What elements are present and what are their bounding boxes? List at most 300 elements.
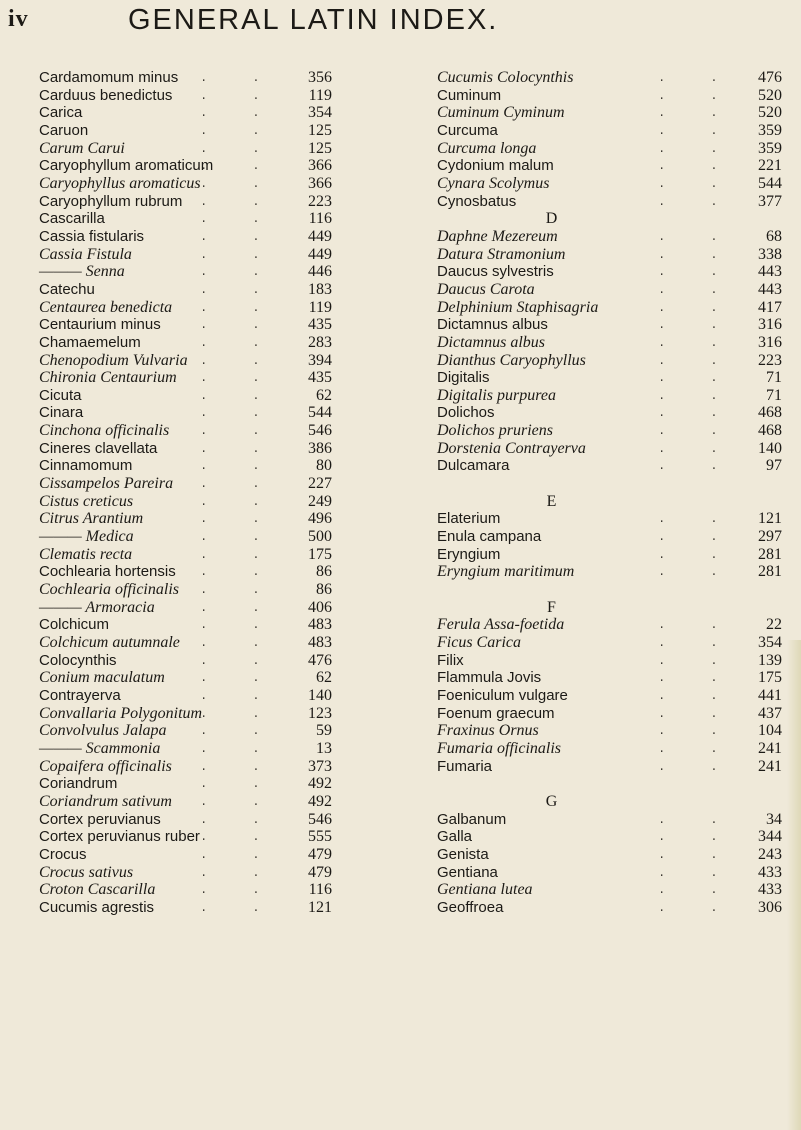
index-entry xyxy=(39,581,384,599)
index-entry xyxy=(437,546,786,564)
leader-dots: . . xyxy=(201,264,280,280)
leader-dots: . . xyxy=(201,299,280,315)
index-entry xyxy=(437,864,786,882)
entry-page-number: 437 xyxy=(758,704,782,722)
entry-page-number: 359 xyxy=(758,121,782,139)
entry-page-number: 555 xyxy=(308,828,332,846)
index-entry xyxy=(437,740,786,758)
entry-name: Cistus creticus xyxy=(39,492,134,510)
index-entry xyxy=(437,193,786,211)
index-entry xyxy=(39,510,384,528)
entry-page-number: 394 xyxy=(308,351,332,369)
index-entry xyxy=(437,669,786,687)
entry-page-number: 121 xyxy=(758,510,782,528)
entry-name: Flammula Jovis xyxy=(437,669,542,687)
entry-page-number: 446 xyxy=(308,263,332,281)
entry-page-number: 241 xyxy=(758,757,782,775)
blank-row xyxy=(437,775,786,793)
leader-dots: . . xyxy=(201,846,280,862)
entry-page-number: 338 xyxy=(758,245,782,263)
index-column-left xyxy=(39,69,384,917)
index-entry xyxy=(437,811,786,829)
index-entry xyxy=(39,87,384,105)
index-entry xyxy=(437,104,786,122)
entry-name: Filix xyxy=(437,651,464,669)
entry-name: Cissampelos Pareira xyxy=(39,475,174,493)
leader-dots: . . xyxy=(201,617,280,633)
entry-page-number: 373 xyxy=(308,757,332,775)
leader-dots: . . xyxy=(659,105,738,121)
leader-dots: . . xyxy=(201,546,280,562)
entry-page-number: 377 xyxy=(758,192,782,210)
leader-dots: . . xyxy=(659,829,738,845)
index-entry xyxy=(437,722,786,740)
entry-name: Dorstenia Contrayerva xyxy=(437,439,586,457)
leader-dots: . . xyxy=(659,228,738,244)
entry-name: Caryophyllus aromaticus xyxy=(39,174,201,192)
index-column-right xyxy=(437,69,786,917)
index-entry xyxy=(39,334,384,352)
leader-dots: . . xyxy=(659,635,738,650)
entry-page-number: 183 xyxy=(308,280,332,298)
entry-name: Convallaria Polygonitum xyxy=(39,704,203,722)
entry-page-number: 435 xyxy=(308,369,332,387)
entry-name: Conium maculatum xyxy=(39,669,165,687)
leader-dots: . . xyxy=(201,476,280,492)
entry-name: Cicuta xyxy=(39,386,82,404)
leader-dots: . . xyxy=(659,405,738,421)
entry-name: Delphinium Staphisagria xyxy=(437,298,599,316)
section-letter-row xyxy=(437,599,786,617)
entry-page-number: 435 xyxy=(308,316,332,334)
entry-name: Colchicum xyxy=(39,616,110,634)
index-entry xyxy=(437,687,786,705)
leader-dots: . . xyxy=(201,776,280,792)
entry-page-number: 406 xyxy=(308,598,332,616)
index-entry xyxy=(39,722,384,740)
entry-page-number: 479 xyxy=(308,845,332,863)
index-entry xyxy=(39,775,384,793)
leader-dots: . . xyxy=(201,864,280,880)
entry-page-number: 449 xyxy=(308,245,332,263)
entry-name: Ferula Assa-foetida xyxy=(437,616,565,634)
index-entry xyxy=(39,864,384,882)
leader-dots: . . xyxy=(201,370,280,386)
entry-name: Genista xyxy=(437,845,489,863)
entry-page-number: 119 xyxy=(308,298,332,316)
entry-page-number: 468 xyxy=(758,404,782,422)
section-letter: D xyxy=(545,210,558,228)
index-entry xyxy=(437,140,786,158)
entry-name: Eryngium xyxy=(437,545,501,563)
entry-page-number: 496 xyxy=(308,510,332,528)
leader-dots: . . xyxy=(201,511,280,527)
index-entry xyxy=(39,440,384,458)
leader-dots: . . xyxy=(659,140,738,156)
section-letter-row xyxy=(437,210,786,228)
entry-page-number: 492 xyxy=(308,775,332,793)
entry-name: Galla xyxy=(437,828,473,846)
section-letter-row xyxy=(437,793,786,811)
entry-name: Colchicum autumnale xyxy=(39,634,180,651)
blank-row xyxy=(437,581,786,599)
leader-dots: . . xyxy=(201,635,280,650)
entry-page-number: 227 xyxy=(308,475,332,493)
entry-name: Coriandrum xyxy=(39,775,118,793)
leader-dots: . . xyxy=(201,387,280,403)
leader-dots: . . xyxy=(659,264,738,280)
leader-dots: . . xyxy=(201,158,280,174)
index-entry xyxy=(39,157,384,175)
leader-dots: . . xyxy=(659,70,738,85)
index-entry xyxy=(437,758,786,776)
leader-dots: . . xyxy=(201,829,280,845)
leader-dots: . . xyxy=(659,705,738,721)
index-entry xyxy=(39,528,384,546)
blank-row xyxy=(437,475,786,493)
entry-page-number: 479 xyxy=(308,863,332,881)
index-entry xyxy=(437,510,786,528)
entry-page-number: 354 xyxy=(308,104,332,122)
entry-name: Digitalis xyxy=(437,369,490,387)
entry-name: Cucumis agrestis xyxy=(39,898,155,916)
index-entry xyxy=(437,563,786,581)
entry-name: Cassia fistularis xyxy=(39,227,145,245)
entry-name: Caryophyllum aromaticum xyxy=(39,157,214,175)
entry-name: Eryngium maritimum xyxy=(437,563,575,581)
leader-dots: . . xyxy=(201,246,280,262)
entry-name: Centaurea benedicta xyxy=(39,298,173,316)
entry-name: Convolvulus Jalapa xyxy=(39,722,167,740)
entry-page-number: 86 xyxy=(316,581,332,599)
entry-name: ——— Scammonia xyxy=(39,739,161,757)
entry-page-number: 281 xyxy=(758,545,782,563)
leader-dots: . . xyxy=(659,122,738,138)
entry-name: Cortex peruvianus xyxy=(39,810,161,828)
leader-dots: . . xyxy=(201,87,280,103)
leader-dots: . . xyxy=(201,440,280,456)
index-entry xyxy=(39,828,384,846)
index-entry xyxy=(437,387,786,405)
page-title: GENERAL LATIN INDEX. xyxy=(128,4,499,36)
entry-name: Cinara xyxy=(39,404,84,422)
entry-name: Cortex peruvianus ruber xyxy=(39,828,200,846)
leader-dots: . . xyxy=(659,846,738,862)
index-entry xyxy=(39,299,384,317)
index-entry xyxy=(39,846,384,864)
leader-dots: . . xyxy=(201,705,280,721)
leader-dots: . . xyxy=(201,811,280,827)
entry-page-number: 121 xyxy=(308,898,332,916)
leader-dots: . . xyxy=(201,334,280,350)
entry-page-number: 386 xyxy=(308,439,332,457)
entry-page-number: 316 xyxy=(758,333,782,351)
index-entry xyxy=(39,263,384,281)
entry-name: Carduus benedictus xyxy=(39,86,173,104)
entry-name: Chironia Centaurium xyxy=(39,369,177,387)
entry-name: Caryophyllum rubrum xyxy=(39,192,183,210)
leader-dots: . . xyxy=(201,758,280,774)
index-entry xyxy=(437,828,786,846)
index-entry xyxy=(437,705,786,723)
entry-page-number: 119 xyxy=(308,86,332,104)
leader-dots: . . xyxy=(201,793,280,809)
entry-page-number: 359 xyxy=(758,139,782,157)
entry-page-number: 520 xyxy=(758,104,782,122)
leader-dots: . . xyxy=(201,228,280,244)
index-entry xyxy=(437,87,786,105)
index-entry xyxy=(39,387,384,405)
leader-dots: . . xyxy=(201,723,280,739)
entry-page-number: 116 xyxy=(308,210,332,228)
entry-page-number: 175 xyxy=(758,669,782,687)
entry-name: Cuminum Cyminum xyxy=(437,104,565,122)
index-entry xyxy=(39,740,384,758)
entry-name: Gentiana lutea xyxy=(437,881,533,899)
leader-dots: . . xyxy=(659,175,738,191)
entry-name: Cucumis Colocynthis xyxy=(437,69,574,86)
entry-page-number: 297 xyxy=(758,528,782,546)
page-header xyxy=(0,0,801,48)
entry-name: Foenum graecum xyxy=(437,704,555,722)
entry-name: Foeniculum vulgare xyxy=(437,686,568,704)
entry-page-number: 62 xyxy=(316,669,332,687)
entry-name: Curcuma longa xyxy=(437,139,537,157)
leader-dots: . . xyxy=(659,158,738,174)
leader-dots: . . xyxy=(659,317,738,333)
leader-dots: . . xyxy=(201,599,280,615)
index-entry xyxy=(39,352,384,370)
entry-page-number: 483 xyxy=(308,634,332,651)
leader-dots: . . xyxy=(659,564,738,580)
leader-dots: . . xyxy=(659,529,738,545)
index-entry xyxy=(39,422,384,440)
entry-page-number: 544 xyxy=(308,404,332,422)
entry-name: Cassia Fistula xyxy=(39,245,132,263)
entry-page-number: 22 xyxy=(766,616,782,634)
entry-name: Cineres clavellata xyxy=(39,439,158,457)
entry-page-number: 62 xyxy=(316,386,332,404)
entry-page-number: 476 xyxy=(758,69,782,86)
index-entry xyxy=(39,69,384,87)
index-entry xyxy=(437,175,786,193)
index-entry xyxy=(437,899,786,917)
entry-page-number: 441 xyxy=(758,686,782,704)
entry-name: Ficus Carica xyxy=(437,634,521,651)
entry-name: Cochlearia hortensis xyxy=(39,563,176,581)
entry-name: Dolichos xyxy=(437,404,495,422)
entry-name: Carica xyxy=(39,104,83,122)
entry-name: Fumaria xyxy=(437,757,493,775)
index-entry xyxy=(437,440,786,458)
entry-name: Gentiana xyxy=(437,863,498,881)
leader-dots: . . xyxy=(201,317,280,333)
index-entry xyxy=(39,369,384,387)
entry-name: Dolichos pruriens xyxy=(437,422,553,440)
index-entry xyxy=(437,422,786,440)
entry-page-number: 71 xyxy=(766,369,782,387)
leader-dots: . . xyxy=(659,193,738,209)
leader-dots: . . xyxy=(201,140,280,156)
entry-page-number: 483 xyxy=(308,616,332,634)
index-entry xyxy=(437,69,786,87)
index-entry xyxy=(437,616,786,634)
index-entry xyxy=(39,758,384,776)
leader-dots: . . xyxy=(201,105,280,121)
entry-page-number: 283 xyxy=(308,333,332,351)
entry-page-number: 140 xyxy=(758,439,782,457)
index-entry xyxy=(39,493,384,511)
entry-page-number: 59 xyxy=(316,722,332,740)
section-letter: G xyxy=(545,792,558,810)
entry-name: Centaurium minus xyxy=(39,316,161,334)
index-entry xyxy=(437,352,786,370)
leader-dots: . . xyxy=(201,211,280,227)
leader-dots: . . xyxy=(201,193,280,209)
index-entry xyxy=(39,563,384,581)
entry-page-number: 241 xyxy=(758,739,782,757)
entry-page-number: 34 xyxy=(766,810,782,828)
leader-dots: . . xyxy=(659,687,738,703)
entry-page-number: 544 xyxy=(758,174,782,192)
index-entry xyxy=(437,228,786,246)
index-entry xyxy=(39,616,384,634)
entry-page-number: 433 xyxy=(758,881,782,899)
entry-name: ——— Armoracia xyxy=(39,598,155,616)
entry-page-number: 125 xyxy=(308,139,332,157)
index-entry xyxy=(437,528,786,546)
leader-dots: . . xyxy=(659,334,738,350)
entry-name: Geoffroea xyxy=(437,898,504,916)
entry-name: Croton Cascarilla xyxy=(39,881,156,899)
leader-dots: . . xyxy=(201,493,280,509)
entry-name: Daucus Carota xyxy=(437,280,535,298)
entry-page-number: 356 xyxy=(308,69,332,86)
index-entry xyxy=(39,246,384,264)
leader-dots: . . xyxy=(201,281,280,297)
entry-name: Contrayerva xyxy=(39,686,121,704)
leader-dots: . . xyxy=(201,670,280,686)
leader-dots: . . xyxy=(201,352,280,368)
page-edge-stain xyxy=(787,640,801,1130)
index-entry xyxy=(39,210,384,228)
entry-name: Cochlearia officinalis xyxy=(39,581,179,599)
leader-dots: . . xyxy=(659,87,738,103)
entry-page-number: 492 xyxy=(308,792,332,810)
entry-page-number: 116 xyxy=(308,881,332,899)
entry-name: Cardamomum minus xyxy=(39,69,179,86)
entry-page-number: 104 xyxy=(758,722,782,740)
entry-page-number: 139 xyxy=(758,651,782,669)
entry-name: Elaterium xyxy=(437,510,501,528)
entry-page-number: 366 xyxy=(308,157,332,175)
entry-page-number: 71 xyxy=(766,386,782,404)
entry-name: Digitalis purpurea xyxy=(437,386,556,404)
leader-dots: . . xyxy=(659,281,738,297)
leader-dots: . . xyxy=(201,529,280,545)
index-entry xyxy=(39,175,384,193)
index-entry xyxy=(437,316,786,334)
entry-name: Enula campana xyxy=(437,528,542,546)
leader-dots: . . xyxy=(659,458,738,474)
entry-page-number: 468 xyxy=(758,422,782,440)
index-entry xyxy=(437,457,786,475)
entry-page-number: 316 xyxy=(758,316,782,334)
leader-dots: . . xyxy=(659,352,738,368)
entry-name: Cuminum xyxy=(437,86,502,104)
leader-dots: . . xyxy=(659,723,738,739)
leader-dots: . . xyxy=(659,617,738,633)
entry-name: Cinnamomum xyxy=(39,457,133,475)
entry-page-number: 344 xyxy=(758,828,782,846)
entry-name: Crocus xyxy=(39,845,87,863)
index-entry xyxy=(437,157,786,175)
index-entry xyxy=(437,122,786,140)
entry-name: Chamaemelum xyxy=(39,333,141,351)
entry-name: ——— Medica xyxy=(39,528,134,546)
leader-dots: . . xyxy=(659,740,738,756)
leader-dots: . . xyxy=(201,582,280,598)
section-letter: F xyxy=(547,598,556,616)
index-entry xyxy=(39,687,384,705)
entry-page-number: 546 xyxy=(308,422,332,440)
index-entry xyxy=(39,122,384,140)
entry-page-number: 433 xyxy=(758,863,782,881)
index-entry xyxy=(437,246,786,264)
entry-page-number: 13 xyxy=(316,739,332,757)
entry-page-number: 354 xyxy=(758,634,782,651)
index-entry xyxy=(437,281,786,299)
index-entry xyxy=(39,140,384,158)
entry-page-number: 443 xyxy=(758,280,782,298)
leader-dots: . . xyxy=(659,370,738,386)
leader-dots: . . xyxy=(659,811,738,827)
leader-dots: . . xyxy=(201,405,280,421)
leader-dots: . . xyxy=(201,70,280,85)
entry-page-number: 123 xyxy=(308,704,332,722)
entry-page-number: 306 xyxy=(758,898,782,916)
entry-page-number: 86 xyxy=(316,563,332,581)
leader-dots: . . xyxy=(659,652,738,668)
index-entry xyxy=(437,634,786,652)
index-entry xyxy=(437,881,786,899)
entry-page-number: 249 xyxy=(308,492,332,510)
entry-page-number: 68 xyxy=(766,227,782,245)
entry-name: Galbanum xyxy=(437,810,507,828)
entry-name: Cynosbatus xyxy=(437,192,517,210)
index-entry xyxy=(39,404,384,422)
entry-name: ——— Senna xyxy=(39,263,125,281)
entry-page-number: 281 xyxy=(758,563,782,581)
entry-name: Fumaria officinalis xyxy=(437,739,561,757)
entry-name: Clematis recta xyxy=(39,545,133,563)
leader-dots: . . xyxy=(659,299,738,315)
section-letter-row xyxy=(437,493,786,511)
entry-name: Coriandrum sativum xyxy=(39,792,172,810)
entry-name: Daucus sylvestris xyxy=(437,263,554,281)
entry-name: Crocus sativus xyxy=(39,863,134,881)
index-entry xyxy=(39,899,384,917)
leader-dots: . . xyxy=(659,511,738,527)
entry-name: Datura Stramonium xyxy=(437,245,566,263)
index-entry xyxy=(437,334,786,352)
leader-dots: . . xyxy=(659,864,738,880)
entry-page-number: 520 xyxy=(758,86,782,104)
entry-page-number: 546 xyxy=(308,810,332,828)
index-entry xyxy=(39,705,384,723)
entry-page-number: 417 xyxy=(758,298,782,316)
entry-name: Daphne Mezereum xyxy=(437,227,558,245)
